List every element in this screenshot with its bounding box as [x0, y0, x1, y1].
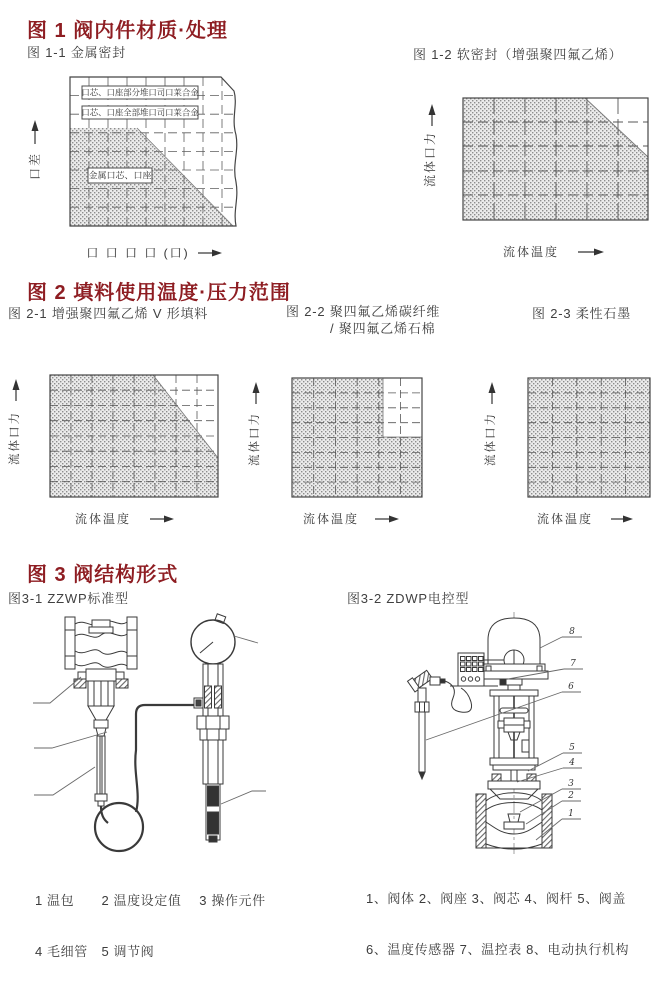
x-axis-label: 口 口 口 口 (口) — [86, 246, 190, 260]
region-label-box — [88, 168, 152, 183]
leader-lines — [33, 636, 266, 804]
fig32-legend-line1: 1、阀体 2、阀座 3、阀芯 4、阀杆 5、阀盖 — [366, 891, 626, 906]
y-axis — [27, 120, 42, 180]
actuator — [74, 669, 128, 736]
x-axis-label: 流体温度 — [74, 512, 132, 526]
fig31-legend-line1: 1 温包 2 温度设定值 3 操作元件 — [35, 893, 266, 908]
valve-body-assembly — [65, 617, 137, 669]
section3-title: 图 3 阀结构形式 — [27, 564, 179, 586]
y-axis — [422, 104, 437, 187]
x-axis — [75, 511, 174, 526]
part-number-4: 4 — [569, 758, 575, 768]
part-number-2: 2 — [568, 791, 574, 801]
x-axis-label: 流体温度 — [502, 245, 560, 259]
fig12-caption: 图 1-2 软密封（增强聚四氟乙烯） — [413, 47, 623, 62]
fig21-caption: 图 2-1 增强聚四氟乙烯 V 形填料 — [8, 306, 209, 321]
y-axis-label: 流体口力 — [485, 412, 497, 466]
coupling — [500, 679, 522, 690]
fig31-caption: 图3-1 ZZWP标准型 — [8, 591, 129, 606]
fig22-caption-line2: / 聚四氟乙烯石棉 — [330, 321, 436, 336]
stipple-region — [463, 98, 648, 220]
part-numbers — [567, 627, 576, 819]
part-number-6: 6 — [568, 682, 574, 692]
chart-fig-1-1 — [10, 60, 260, 275]
capillary-tube — [95, 705, 194, 851]
fig23-caption: 图 2-3 柔性石墨 — [532, 306, 632, 321]
fig32-legend — [366, 856, 629, 992]
push-rod — [95, 736, 107, 806]
temperature-setter — [191, 614, 235, 842]
callout-box-2-label: 口芯、口座全部堆口司口莱合金 — [81, 107, 199, 118]
section1-title: 图 1 阀内件材质·处理 — [27, 20, 228, 42]
x-axis — [503, 244, 604, 259]
part-number-3: 3 — [568, 779, 574, 789]
callout-box-1 — [81, 86, 199, 99]
chart-fig-2-2 — [235, 365, 435, 540]
drawing-fig-3-1 — [0, 608, 330, 860]
y-axis — [483, 382, 497, 466]
x-axis-label: 流体温度 — [302, 512, 360, 526]
y-axis-label: 流体口力 — [249, 412, 261, 466]
x-axis — [86, 246, 222, 260]
x-axis — [303, 511, 399, 526]
part-number-5: 5 — [569, 743, 575, 753]
callout-box-2 — [81, 106, 199, 119]
region-label: 金属口芯、口座 — [88, 170, 152, 181]
y-axis-label: 流体口力 — [423, 130, 437, 188]
y-axis-label: 流体口力 — [9, 411, 21, 465]
fig31-legend — [35, 858, 266, 994]
bonnet — [488, 770, 540, 799]
chart-fig-2-1 — [0, 365, 235, 540]
fig11-caption: 图 1-1 金属密封 — [27, 45, 127, 60]
callout-box-1-label: 口芯、口座部分堆口司口莱合金 — [81, 87, 199, 98]
y-axis — [247, 382, 261, 466]
x-axis-label: 流体温度 — [536, 512, 594, 526]
part-number-1: 1 — [568, 809, 574, 819]
fig32-legend-line2: 6、温度传感器 7、温控表 8、电动执行机构 — [366, 942, 630, 957]
fig22-caption — [286, 303, 440, 337]
part-number-7: 7 — [570, 659, 576, 669]
fig22-caption-line1: 图 2-2 聚四氟乙烯碳纤维 — [286, 304, 441, 319]
fig31-legend-line2: 4 毛细管 5 调节阀 — [35, 944, 155, 959]
part-number-8: 8 — [569, 627, 575, 637]
y-axis-label: 口差 — [28, 151, 42, 181]
chart-fig-1-2 — [420, 60, 660, 275]
x-axis — [537, 511, 633, 526]
fig32-caption: 图3-2 ZDWP电控型 — [347, 591, 470, 606]
section2-title: 图 2 填料使用温度·压力范围 — [27, 282, 291, 304]
chart-fig-2-3 — [435, 365, 660, 540]
y-axis — [7, 379, 21, 465]
drawing-fig-3-2 — [330, 608, 660, 860]
yoke — [490, 690, 538, 770]
